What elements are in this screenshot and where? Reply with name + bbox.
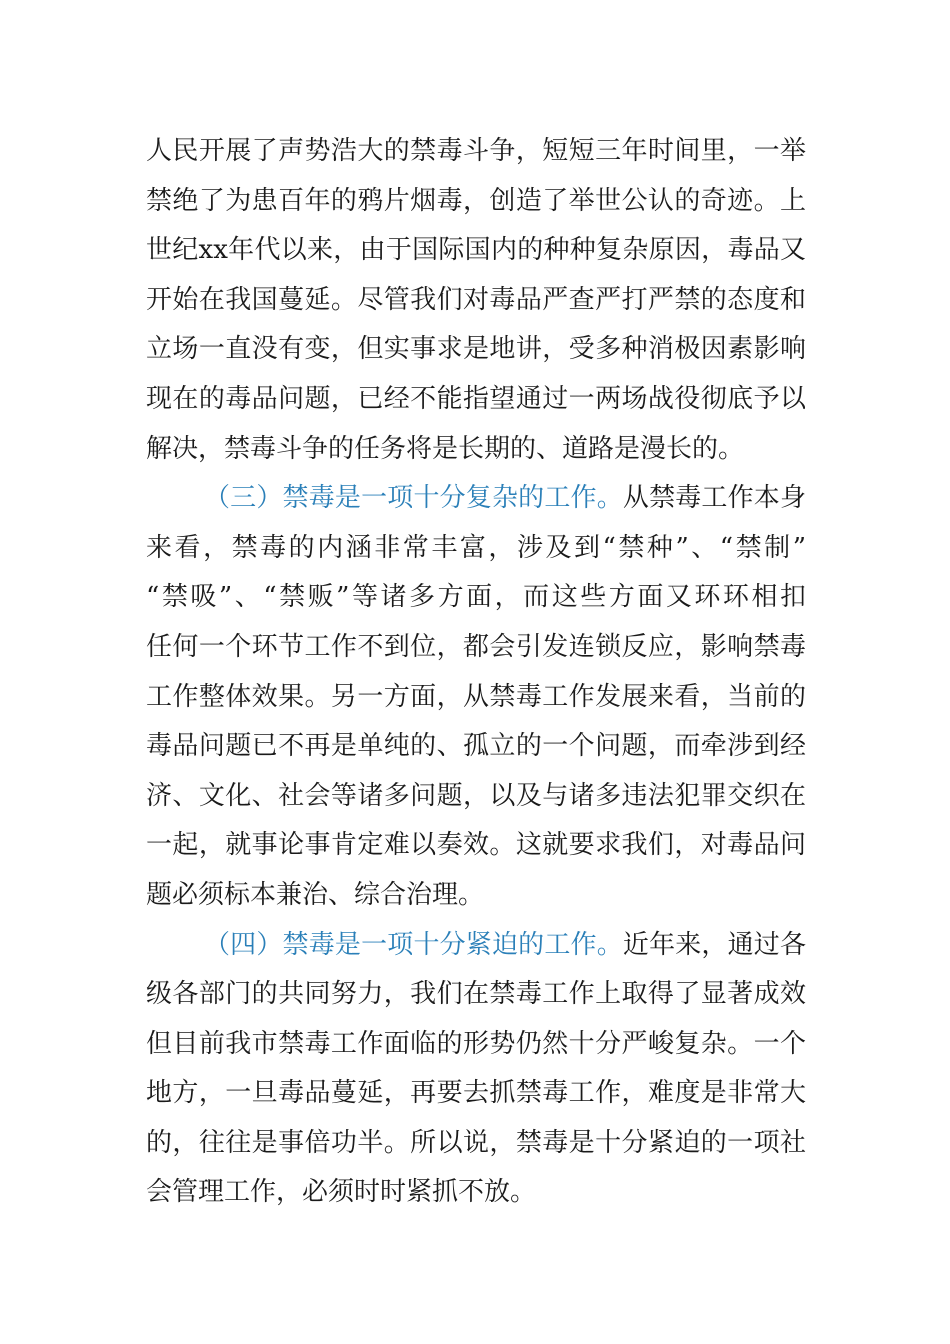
paragraph xyxy=(146,127,806,474)
text-line: 一起，就事论事肯定难以奏效。这就要求我们，对毒品问 xyxy=(146,830,806,861)
text-line: 济、文化、社会等诸多问题，以及与诸多违法犯罪交织在 xyxy=(146,780,806,811)
text-line: 现在的毒品问题，已经不能指望通过一两场战役彻底予以 xyxy=(146,383,806,414)
text-line: 开始在我国蔓延。尽管我们对毒品严查严打严禁的态度和 xyxy=(146,284,806,315)
paragraph xyxy=(146,474,806,920)
text-line: 题必须标本兼治、综合治理。 xyxy=(146,879,485,910)
text-line: 毒品问题已不再是单纯的、孤立的一个问题，而牵涉到经 xyxy=(146,731,806,762)
text-line: 地方，一旦毒品蔓延，再要去抓禁毒工作，难度是非常大 xyxy=(146,1078,806,1109)
text-line: 禁绝了为患百年的鸦片烟毒，创造了举世公认的奇迹。上 xyxy=(146,185,806,216)
text-line: 的，往往是事倍功半。所以说，禁毒是十分紧迫的一项社 xyxy=(146,1127,806,1158)
text-line: 解决，禁毒斗争的任务将是长期的、道路是漫长的。 xyxy=(146,433,745,464)
text-run: 近年来，通过各 xyxy=(622,929,806,960)
section-heading: （四）禁毒是一项十分紧迫的工作。 xyxy=(204,929,623,960)
text-line: 但目前我市禁毒工作面临的形势仍然十分严峻复杂。一个 xyxy=(146,1028,806,1059)
text-line: 立场一直没有变，但实事求是地讲，受多种消极因素影响 xyxy=(146,334,806,365)
text-line: 工作整体效果。另一方面，从禁毒工作发展来看，当前的 xyxy=(146,681,806,712)
text-line: 世纪xx年代以来，由于国际国内的种种复杂原因，毒品又 xyxy=(146,235,806,266)
section-heading: （三）禁毒是一项十分复杂的工作。 xyxy=(204,483,623,514)
text-line: 来看，禁毒的内涵非常丰富，涉及到“禁种”、“禁制” xyxy=(146,532,806,563)
text-line xyxy=(146,921,806,971)
body-text xyxy=(146,127,806,1218)
text-line: 会管理工作，必须时时紧抓不放。 xyxy=(146,1177,537,1208)
paragraph xyxy=(146,921,806,1219)
text-line: “禁吸”、“禁贩”等诸多方面，而这些方面又环环相扣 xyxy=(146,582,806,613)
text-line xyxy=(146,474,806,524)
text-line: 任何一个环节工作不到位，都会引发连锁反应，影响禁毒 xyxy=(146,631,806,662)
text-line: 人民开展了声势浩大的禁毒斗争，短短三年时间里，一举 xyxy=(146,136,806,166)
text-line: 级各部门的共同努力，我们在禁毒工作上取得了显著成效 xyxy=(146,979,806,1010)
text-run: 从禁毒工作本身 xyxy=(622,483,806,514)
